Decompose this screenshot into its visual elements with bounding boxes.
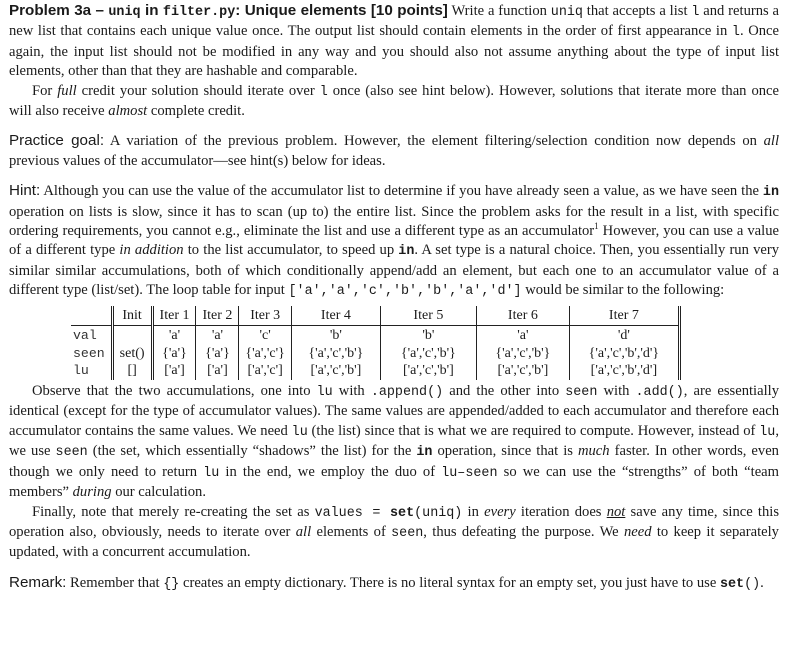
table-cell: 'b': [291, 326, 380, 345]
practice-goal-paragraph: Practice goal: A variation of the previous problem. However, the element filtering/selection condition now depends on all previous values of the accumulator—see hint(s) below for ideas.: [9, 132, 780, 169]
table-cell: {'a','c'}: [239, 345, 291, 363]
table-header: Iter 4: [291, 306, 380, 326]
table-cell: {'a'}: [196, 345, 239, 363]
table-cell: 'a': [196, 326, 239, 345]
table-row: [71, 345, 679, 363]
table-header: Iter 1: [152, 306, 196, 326]
table-header: Init: [112, 306, 152, 326]
credit-paragraph: For full credit your solution should iterate over l once (also see hint below). However, solutions that iterate more than once will also receive almost complete credit.: [9, 82, 779, 120]
table-cell: ['a']: [196, 362, 239, 380]
loop-table: [71, 306, 681, 380]
table-cell: {'a','c','b','d'}: [569, 345, 679, 363]
hint-label: Hint:: [9, 182, 41, 200]
table-cell: 'a': [152, 326, 196, 345]
table-cell: 'b': [380, 326, 476, 345]
remark-paragraph: Remark: Remember that {} creates an empty dictionary. There is no literal syntax for an empty set, you just have to use set().: [9, 573, 764, 592]
row-label: seen: [71, 345, 112, 363]
table-cell: {'a'}: [152, 345, 196, 363]
problem-heading: Problem 3a – uniq in filter.py: Unique elements [10 points]: [9, 2, 448, 20]
table-cell: 'd': [569, 326, 679, 345]
table-header: Iter 5: [380, 306, 476, 326]
table-cell: ['a','c','b','d']: [569, 362, 679, 380]
table-cell: ['a','c','b']: [476, 362, 569, 380]
table-cell: [112, 326, 152, 345]
table-cell: {'a','c','b'}: [291, 345, 380, 363]
table-cell: {'a','c','b'}: [380, 345, 476, 363]
table-cell: {'a','c','b'}: [476, 345, 569, 363]
table-cell: ['a','c']: [239, 362, 291, 380]
table-cell: 'c': [239, 326, 291, 345]
table-header: Iter 2: [196, 306, 239, 326]
row-label: val: [71, 326, 112, 345]
table-header: Iter 7: [569, 306, 679, 326]
remark-label: Remark:: [9, 573, 67, 591]
table-cell: ['a','c','b']: [291, 362, 380, 380]
table-cell: []: [112, 362, 152, 380]
hint-paragraph: Hint: Although you can use the value of the accumulator list to determine if you have already seen a value, as we have seen the in operation on lists is slow, since it has to scan (up to) the entire list. Since the problem asks for the result in a list, with specific ordering requirements, you cannot e.g., eliminate the list and use a different type as an accumulator$^1$ However, you can use a value of a different type in addition to the list accumulator, to speed up in. A set type is a natural choice. Then, you essentially run very similar similar accumulations, both of which conditionally append/add an element, but each one to an accumulator value of a different type (list/set). The loop table for input ['a','a','c','b','b','a','d'] would be similar to the following:: [9, 182, 779, 300]
table-row: [71, 362, 679, 380]
table-cell: ['a']: [152, 362, 196, 380]
table-cell: ['a','c','b']: [380, 362, 476, 380]
table-row: [71, 326, 679, 345]
finally-paragraph: Finally, note that merely re-creating the set as values = set(uniq) in every iteration does not save any time, since this operation also, obviously, needs to iterate over all elements of seen, thus defeating the purpose. We need to keep it separately updated, with a concurrent accumulation.: [9, 503, 780, 561]
table-cell: 'a': [476, 326, 569, 345]
row-label: lu: [71, 362, 112, 380]
footnote-marker: 1: [594, 221, 599, 232]
table-header-row: [71, 306, 679, 326]
practice-goal-label: Practice goal:: [9, 132, 105, 150]
table-cell: set(): [112, 345, 152, 363]
table-header: Iter 3: [239, 306, 291, 326]
problem-paragraph: Problem 3a – uniq in filter.py: Unique elements [10 points] Write a function uniq that accepts a list l and returns a new list that contains each unique value once. The output list should contain elements in the order of first appearance in l. Once again, the input list should not be modified in any way and you should also not assume anything about the type of input list elements, other than that they are hashable and comparable.: [9, 2, 780, 80]
table-header: Iter 6: [476, 306, 569, 326]
observe-paragraph: Observe that the two accumulations, one into lu with .append() and the other into seen with .add(), are essentially identical (except for the type of accumulator values). The same values are appended/added to each accumulator and therefore each accumulator contains the same values. We need lu (the list) since that is what we are required to compute. However, instead of lu, we use seen (the set, which essentially “shadows” the list) for the in operation, since that is much faster. In other words, even though we only need to return lu in the end, we employ the duo of lu–seen so we can use the “strengths” of both “team members” during our calculation.: [9, 383, 779, 501]
